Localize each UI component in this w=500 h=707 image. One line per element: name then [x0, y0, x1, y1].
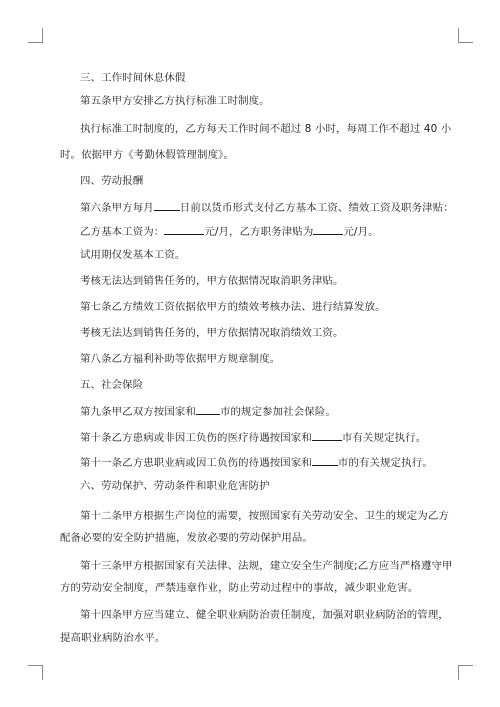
article-5-detail-line-1: 执行标准工时制度的，乙方每天工作时间不超过 8 小时，每周工作不超过 40 小: [80, 123, 452, 135]
article-6-part-a: 第六条甲方每月: [80, 202, 154, 214]
article-14-line-2: 提高职业病防治水平。: [60, 632, 166, 644]
article-10-city-blank: [312, 430, 342, 441]
article-9-part-b: 市的规定参加社会保险。: [219, 406, 336, 418]
salary-part-c: 元/月。: [343, 226, 379, 238]
article-13-line-2: 方的劳动安全制度，严禁违章作业，防止劳动过程中的事故，减少职业危害。: [60, 582, 419, 594]
assessment-allowance-note: 考核无法达到销售任务的，甲方依据情况取消职务津贴。: [80, 275, 344, 287]
article-13-line-1: 第十三条甲方根据国家有关法律、法规，建立安全生产制度;乙方应当严格遵守甲: [80, 560, 453, 572]
article-6-part-b: 日前以货币形式支付乙方基本工资、绩效工资及职务津贴：: [179, 202, 454, 214]
article-9: [60, 404, 336, 419]
crop-mark-top-right: [458, 28, 473, 43]
probation-note: 试用期仅发基本工资。: [80, 249, 186, 261]
salary-line: [60, 224, 379, 239]
article-6: [60, 200, 454, 215]
article-10: [60, 430, 426, 445]
article-10-part-b: 市有关规定执行。: [341, 432, 427, 444]
article-8: 第八条乙方福利补助等依据甲方规章制度。: [80, 353, 281, 365]
article-7: 第七条乙方绩效工资依据依甲方的绩效考核办法、进行结算发放。: [80, 301, 386, 313]
salary-part-b: 元/月，乙方职务津贴为: [204, 226, 314, 238]
base-salary-blank: [164, 224, 204, 235]
allowance-blank: [313, 224, 343, 235]
article-5: 第五条甲方安排乙方执行标准工时制度。: [80, 95, 270, 107]
article-9-part-a: 第九条甲乙双方按国家和: [80, 406, 196, 418]
article-12-line-2: 配备必要的安全防护措施，发放必要的劳动保护用品。: [60, 532, 313, 544]
article-11-part-b: 市的有关规定执行。: [337, 457, 433, 469]
section-heading-work-hours: 三、工作时间休息休假: [80, 72, 186, 84]
section-heading-remuneration: 四、劳动报酬: [80, 175, 144, 187]
article-5-detail-line-2: 时。依据甲方《考勤休假管理制度》。: [60, 149, 234, 161]
assessment-performance-note: 考核无法达到销售任务的，甲方依据情况取消绩效工资。: [80, 327, 344, 339]
section-heading-labor-protection: 六、劳动保护、劳动条件和职业危害防护: [80, 480, 270, 492]
crop-mark-top-left: [28, 28, 43, 43]
article-10-part-a: 第十条乙方患病或非因工负伤的医疗待遇按国家和: [80, 432, 312, 444]
article-12-line-1: 第十二条甲方根据生产岗位的需要，按照国家有关劳动安全、卫生的规定为乙方: [80, 510, 449, 522]
article-11-part-a: 第十一条乙方患职业病或因工负伤的待遇按国家和: [80, 457, 312, 469]
section-heading-social-insurance: 五、社会保险: [80, 379, 144, 391]
article-14-line-1: 第十四条甲方应当建立、健全职业病防治责任制度，加强对职业病防治的管理，: [80, 609, 449, 621]
article-11-city-blank: [312, 455, 338, 466]
pay-day-blank: [154, 200, 180, 211]
article-11: [60, 455, 433, 470]
crop-mark-bottom-right: [458, 665, 473, 680]
crop-mark-bottom-left: [28, 665, 43, 680]
salary-part-a: 乙方基本工资为：: [80, 226, 165, 238]
article-9-city-blank: [196, 404, 220, 415]
